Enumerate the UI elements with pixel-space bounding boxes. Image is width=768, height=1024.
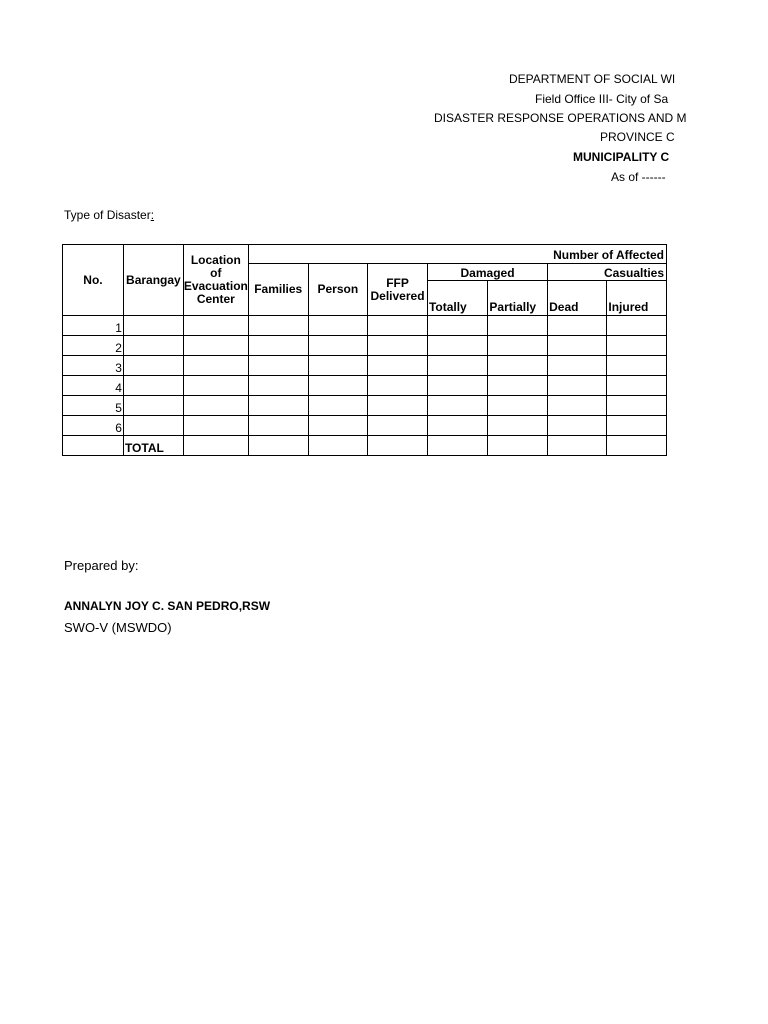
header-report-title: DISASTER RESPONSE OPERATIONS AND M bbox=[434, 111, 687, 125]
cell[interactable] bbox=[607, 356, 667, 376]
cell[interactable] bbox=[308, 436, 368, 456]
cell[interactable] bbox=[488, 316, 548, 336]
header-partially: Partially bbox=[488, 281, 548, 316]
cell[interactable] bbox=[123, 336, 183, 356]
table-row bbox=[63, 396, 667, 416]
cell[interactable] bbox=[183, 416, 248, 436]
cell[interactable] bbox=[183, 356, 248, 376]
cell bbox=[63, 436, 124, 456]
cell[interactable] bbox=[548, 376, 607, 396]
header-as-of: As of ------ bbox=[611, 170, 666, 184]
table-row bbox=[63, 356, 667, 376]
signatory-title: SWO-V (MSWDO) bbox=[64, 620, 172, 635]
cell[interactable] bbox=[308, 356, 368, 376]
cell[interactable] bbox=[123, 316, 183, 336]
header-number-affected: Number of Affected bbox=[248, 245, 666, 264]
cell[interactable] bbox=[368, 376, 428, 396]
type-of-disaster-label: Type of Disaster bbox=[64, 208, 151, 222]
header-municipality: MUNICIPALITY C bbox=[573, 150, 670, 164]
cell[interactable] bbox=[123, 376, 183, 396]
header-province: PROVINCE C bbox=[600, 130, 675, 144]
type-of-disaster-colon: : bbox=[150, 208, 155, 222]
cell[interactable] bbox=[607, 336, 667, 356]
row-number: 5 bbox=[63, 396, 124, 416]
cell[interactable] bbox=[488, 416, 548, 436]
cell[interactable] bbox=[123, 356, 183, 376]
cell[interactable] bbox=[248, 316, 308, 336]
header-damaged: Damaged bbox=[427, 264, 547, 281]
cell[interactable] bbox=[607, 396, 667, 416]
header-totally: Totally bbox=[427, 281, 487, 316]
row-number: 3 bbox=[63, 356, 124, 376]
cell[interactable] bbox=[607, 376, 667, 396]
cell[interactable] bbox=[548, 396, 607, 416]
prepared-by-label: Prepared by: bbox=[64, 558, 139, 573]
table-row bbox=[63, 316, 667, 336]
cell[interactable] bbox=[548, 356, 607, 376]
row-number: 1 bbox=[63, 316, 124, 336]
header-casualties: Casualties bbox=[548, 264, 667, 281]
cell[interactable] bbox=[368, 396, 428, 416]
header-no: No. bbox=[63, 245, 124, 316]
cell[interactable] bbox=[607, 436, 667, 456]
cell[interactable] bbox=[488, 436, 548, 456]
header-field-office: Field Office III- City of Sa bbox=[535, 92, 669, 106]
cell[interactable] bbox=[548, 416, 607, 436]
cell[interactable] bbox=[248, 336, 308, 356]
affected-families-table bbox=[62, 244, 667, 456]
cell[interactable] bbox=[488, 356, 548, 376]
cell[interactable] bbox=[248, 416, 308, 436]
cell[interactable] bbox=[427, 376, 487, 396]
cell[interactable] bbox=[183, 436, 248, 456]
cell[interactable] bbox=[183, 336, 248, 356]
cell[interactable] bbox=[308, 316, 368, 336]
cell[interactable] bbox=[368, 436, 428, 456]
cell[interactable] bbox=[427, 436, 487, 456]
row-number: 6 bbox=[63, 416, 124, 436]
cell[interactable] bbox=[368, 416, 428, 436]
cell[interactable] bbox=[308, 376, 368, 396]
cell[interactable] bbox=[548, 336, 607, 356]
cell[interactable] bbox=[427, 336, 487, 356]
cell[interactable] bbox=[488, 336, 548, 356]
cell[interactable] bbox=[248, 396, 308, 416]
cell[interactable] bbox=[183, 376, 248, 396]
cell[interactable] bbox=[308, 336, 368, 356]
cell[interactable] bbox=[308, 396, 368, 416]
cell[interactable] bbox=[427, 416, 487, 436]
cell[interactable] bbox=[427, 316, 487, 336]
type-of-disaster bbox=[64, 208, 154, 222]
table-row bbox=[63, 416, 667, 436]
cell[interactable] bbox=[248, 356, 308, 376]
header-location: Location of Evacuation Center bbox=[183, 245, 248, 316]
cell[interactable] bbox=[368, 316, 428, 336]
cell[interactable] bbox=[368, 336, 428, 356]
header-barangay: Barangay bbox=[123, 245, 183, 316]
cell[interactable] bbox=[123, 396, 183, 416]
total-label: TOTAL bbox=[123, 436, 183, 456]
cell[interactable] bbox=[488, 396, 548, 416]
table-row bbox=[63, 336, 667, 356]
cell[interactable] bbox=[607, 316, 667, 336]
cell[interactable] bbox=[427, 396, 487, 416]
cell[interactable] bbox=[368, 356, 428, 376]
header-ffp-delivered: FFP Delivered bbox=[368, 264, 428, 316]
cell[interactable] bbox=[248, 376, 308, 396]
signatory-name: ANNALYN JOY C. SAN PEDRO,RSW bbox=[64, 599, 271, 613]
cell[interactable] bbox=[427, 356, 487, 376]
cell[interactable] bbox=[308, 416, 368, 436]
header-person: Person bbox=[308, 264, 368, 316]
cell[interactable] bbox=[548, 436, 607, 456]
total-row bbox=[63, 436, 667, 456]
row-number: 4 bbox=[63, 376, 124, 396]
cell[interactable] bbox=[123, 416, 183, 436]
cell[interactable] bbox=[607, 416, 667, 436]
row-number: 2 bbox=[63, 336, 124, 356]
cell[interactable] bbox=[248, 436, 308, 456]
header-injured: Injured bbox=[607, 281, 667, 316]
cell[interactable] bbox=[488, 376, 548, 396]
header-families: Families bbox=[248, 264, 308, 316]
cell[interactable] bbox=[183, 396, 248, 416]
table-row bbox=[63, 376, 667, 396]
cell[interactable] bbox=[548, 316, 607, 336]
header-department: DEPARTMENT OF SOCIAL WI bbox=[509, 72, 676, 86]
cell[interactable] bbox=[183, 316, 248, 336]
header-dead: Dead bbox=[548, 281, 607, 316]
